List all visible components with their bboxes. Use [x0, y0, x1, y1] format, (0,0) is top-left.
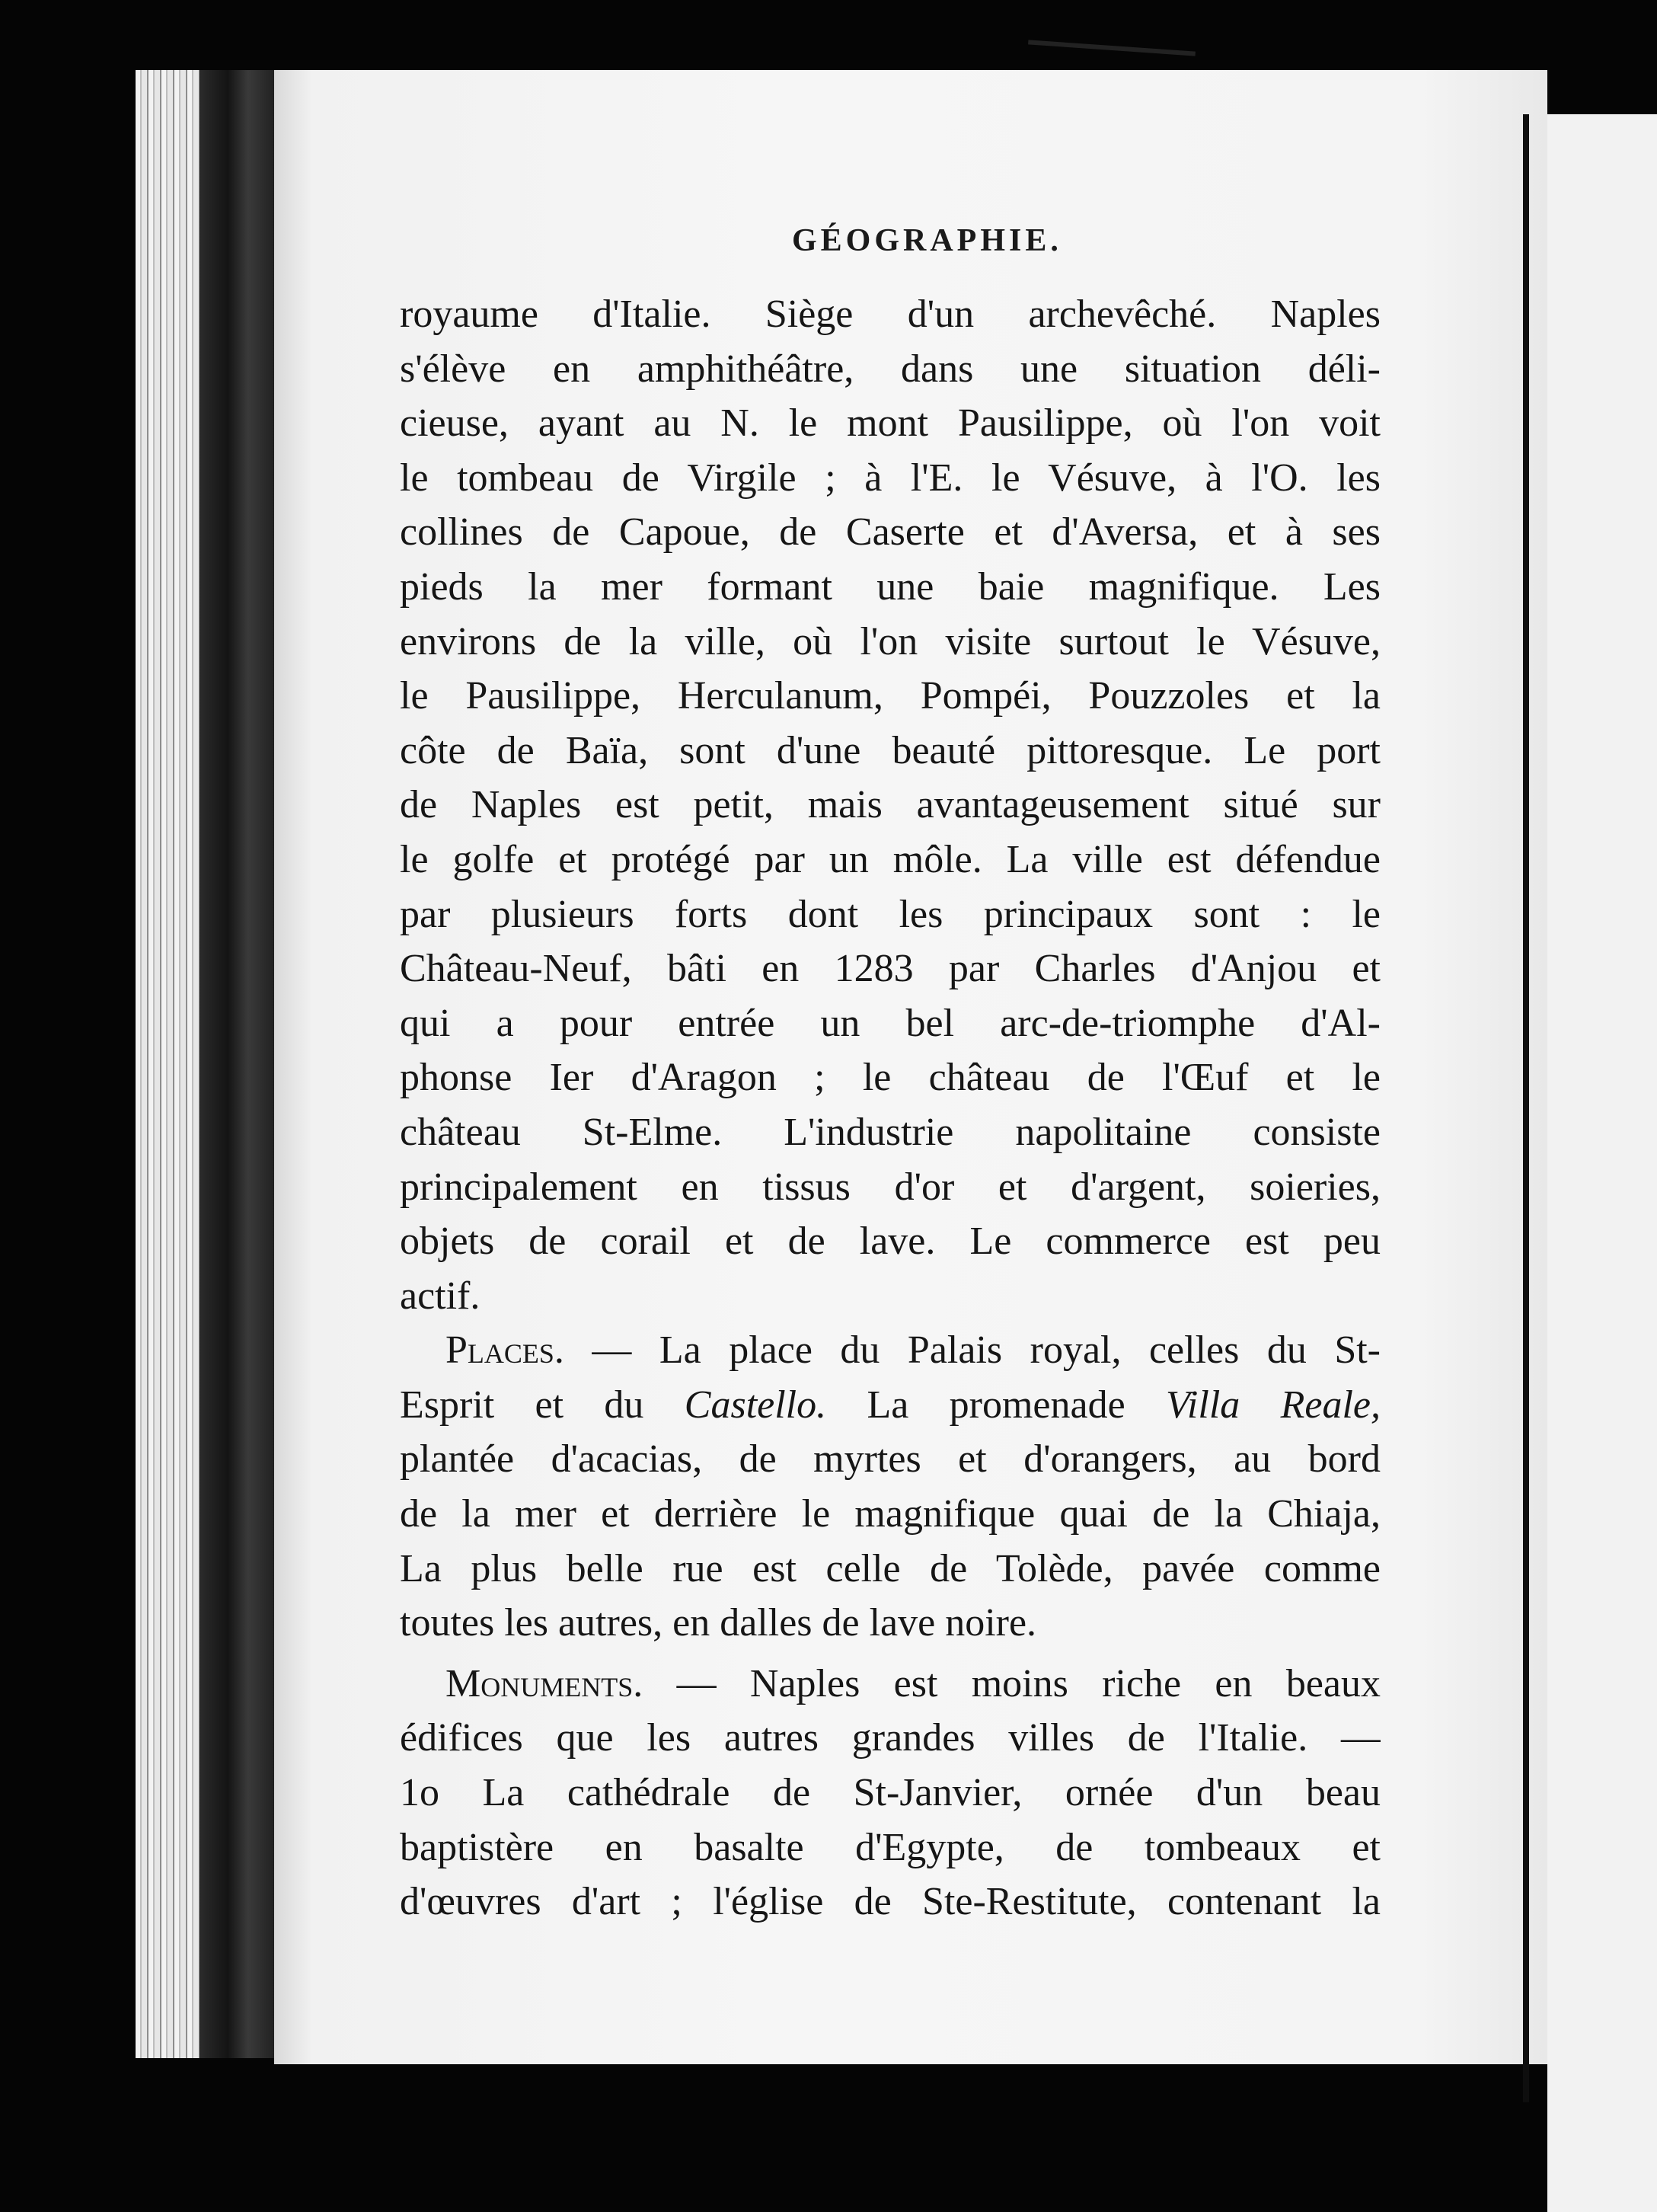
text-line: La plus belle rue est celle de Tolède, pavée comme: [400, 1546, 1381, 1590]
text-line: d'œuvres d'art ; l'église de Ste-Restitute, contenant la: [400, 1880, 1381, 1924]
text-run: La promenade: [826, 1382, 1167, 1427]
scan-artifact: [1028, 40, 1196, 56]
running-title: GÉOGRAPHIE.: [792, 223, 1062, 258]
text-line: Château-Neuf, bâti en 1283 par Charles d'Anjou et: [400, 947, 1381, 991]
paragraph-description: [400, 287, 1381, 1323]
text-line: qui a pour entrée un bel arc-de-triomphe d'Al-: [400, 1001, 1381, 1045]
italic-term: Villa Reale,: [1166, 1382, 1381, 1427]
em-dash: —: [643, 1661, 750, 1705]
text-line: royaume d'Italie. Siège d'un archevêché. Naples: [400, 292, 1381, 336]
italic-term: Castello.: [684, 1382, 827, 1427]
text-line: phonse Ier d'Aragon ; le château de l'Œuf et le: [400, 1056, 1381, 1100]
text-line: [400, 1323, 1381, 1378]
text-line: collines de Capoue, de Caserte et d'Aversa, et à ses: [400, 510, 1381, 555]
text-run: Naples est moins riche en beaux: [749, 1661, 1381, 1705]
text-line: [400, 1378, 1381, 1433]
section-heading-monuments: Monuments.: [445, 1661, 643, 1705]
text-line: [400, 1657, 1381, 1712]
paragraph-places: [400, 1323, 1381, 1651]
page-text: [400, 287, 1381, 1929]
text-line: par plusieurs forts dont les principaux sont : le: [400, 892, 1381, 936]
section-heading-places: Places.: [445, 1328, 564, 1373]
text-line: le tombeau de Virgile ; à l'E. le Vésuve, à l'O. les: [400, 456, 1381, 500]
text-line: de la mer et derrière le magnifique quai de la Chiaja,: [400, 1492, 1381, 1536]
book-spine: [200, 70, 280, 2058]
text-line: principalement en tissus d'or et d'argent, soieries,: [400, 1165, 1381, 1209]
text-run: La place du Palais royal, celles du St-: [659, 1328, 1381, 1373]
text-line: le golfe et protégé par un môle. La ville est défendue: [400, 837, 1381, 881]
text-line: cieuse, ayant au N. le mont Pausilippe, où l'on voit: [400, 401, 1381, 446]
em-dash: —: [564, 1328, 659, 1373]
facing-page: [1547, 114, 1657, 2212]
text-line: s'élève en amphithéâtre, dans une situation déli-: [400, 347, 1381, 391]
text-line: plantée d'acacias, de myrtes et d'orangers, au bord: [400, 1437, 1381, 1482]
text-line: toutes les autres, en dalles de lave noire.: [400, 1601, 1037, 1645]
text-line: édifices que les autres grandes villes de l'Italie. —: [400, 1716, 1381, 1760]
text-line: actif.: [400, 1274, 480, 1318]
text-line: baptistère en basalte d'Egypte, de tombeaux et: [400, 1825, 1381, 1869]
text-run: Esprit et du: [400, 1382, 685, 1427]
text-line: 1o La cathédrale de St-Janvier, ornée d'un beau: [400, 1771, 1381, 1815]
text-line: de Naples est petit, mais avantageusement situé sur: [400, 783, 1381, 827]
text-line: objets de corail et de lave. Le commerce est peu: [400, 1219, 1381, 1264]
text-line: environs de la ville, où l'on visite surtout le Vésuve,: [400, 619, 1381, 663]
text-line: côte de Baïa, sont d'une beauté pittoresque. Le port: [400, 728, 1381, 772]
text-line: château St-Elme. L'industrie napolitaine consiste: [400, 1110, 1381, 1154]
facing-page-edge: [1523, 114, 1538, 2102]
paragraph-monuments: [400, 1657, 1381, 1929]
text-line: le Pausilippe, Herculanum, Pompéi, Pouzzoles et la: [400, 674, 1381, 718]
text-line: pieds la mer formant une baie magnifique. Les: [400, 564, 1381, 609]
